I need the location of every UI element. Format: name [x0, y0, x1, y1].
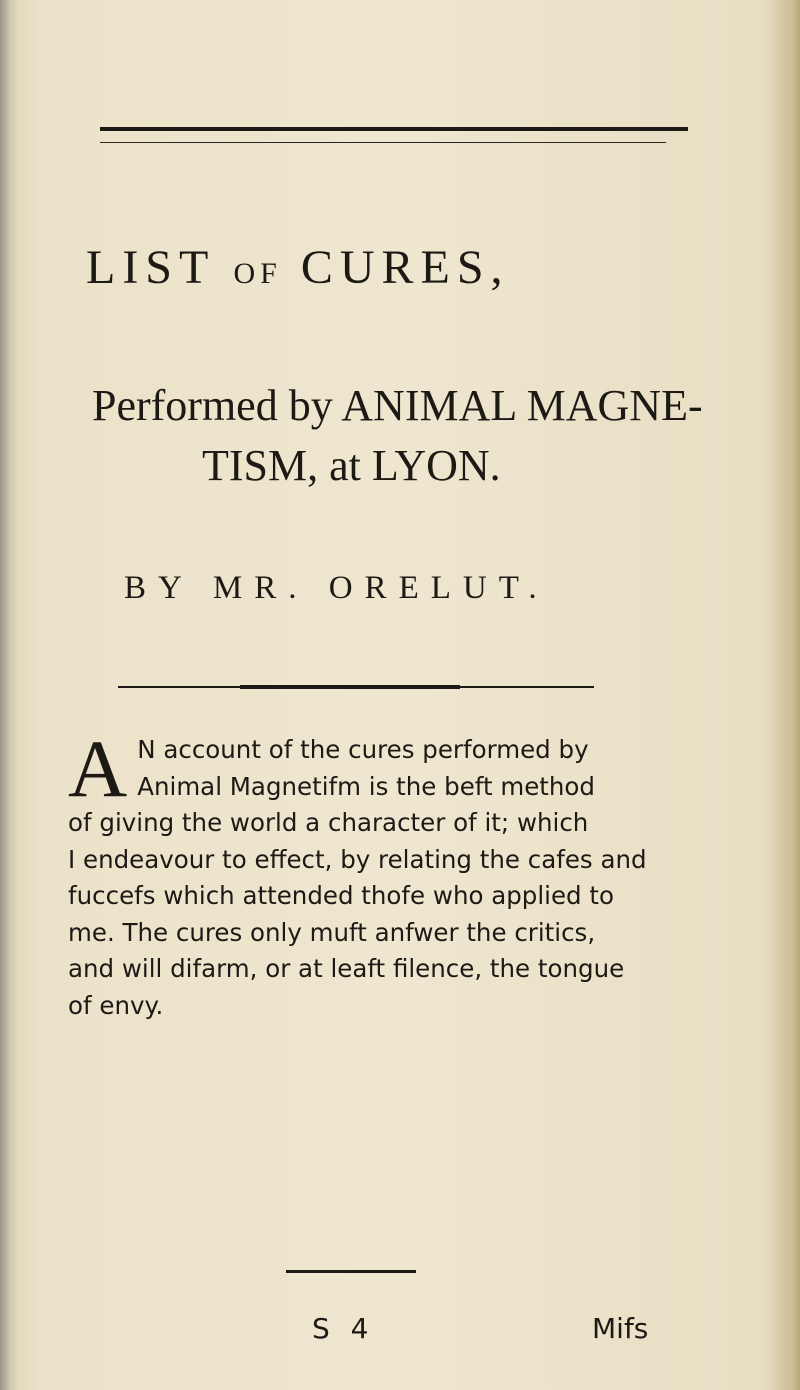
bottom-rule — [286, 1270, 416, 1273]
signature-mark: S 4 — [312, 1312, 375, 1345]
body-line: fuccefs which attended thofe who applied to — [68, 881, 614, 910]
title-word-cures: CURES, — [300, 241, 510, 294]
author-byline: BY MR. ORELUT. — [124, 570, 549, 606]
body-line: of giving the world a character of it; which — [68, 808, 589, 837]
catchword: Mifs — [592, 1312, 649, 1345]
subtitle-line-2: TISM, at LYON. — [202, 441, 501, 490]
middle-rule-thick — [240, 685, 460, 689]
body-line: N account of the cures performed by — [137, 735, 589, 764]
page-title — [86, 240, 726, 295]
body-line: me. The cures only muft anfwer the critics, — [68, 917, 596, 947]
top-rule-thin — [100, 142, 666, 143]
title-word-list: LIST — [86, 241, 215, 294]
top-rule-thick — [100, 127, 688, 131]
body-line: I endeavour to effect, by relating the cafes and — [68, 844, 647, 874]
body-line: Animal Magnetifm is the beft method — [137, 771, 595, 801]
subtitle-line-1: Performed by ANIMAL MAGNE- — [92, 381, 703, 430]
page-edge-shadow — [770, 0, 800, 1390]
drop-cap: A — [68, 723, 128, 814]
body-line: of envy. — [68, 990, 164, 1020]
body-line: and will difarm, or at leaft filence, the tongue — [68, 954, 625, 983]
title-word-of: OF — [233, 257, 282, 290]
binding-shadow — [0, 0, 18, 1390]
body-paragraph — [68, 723, 658, 1024]
